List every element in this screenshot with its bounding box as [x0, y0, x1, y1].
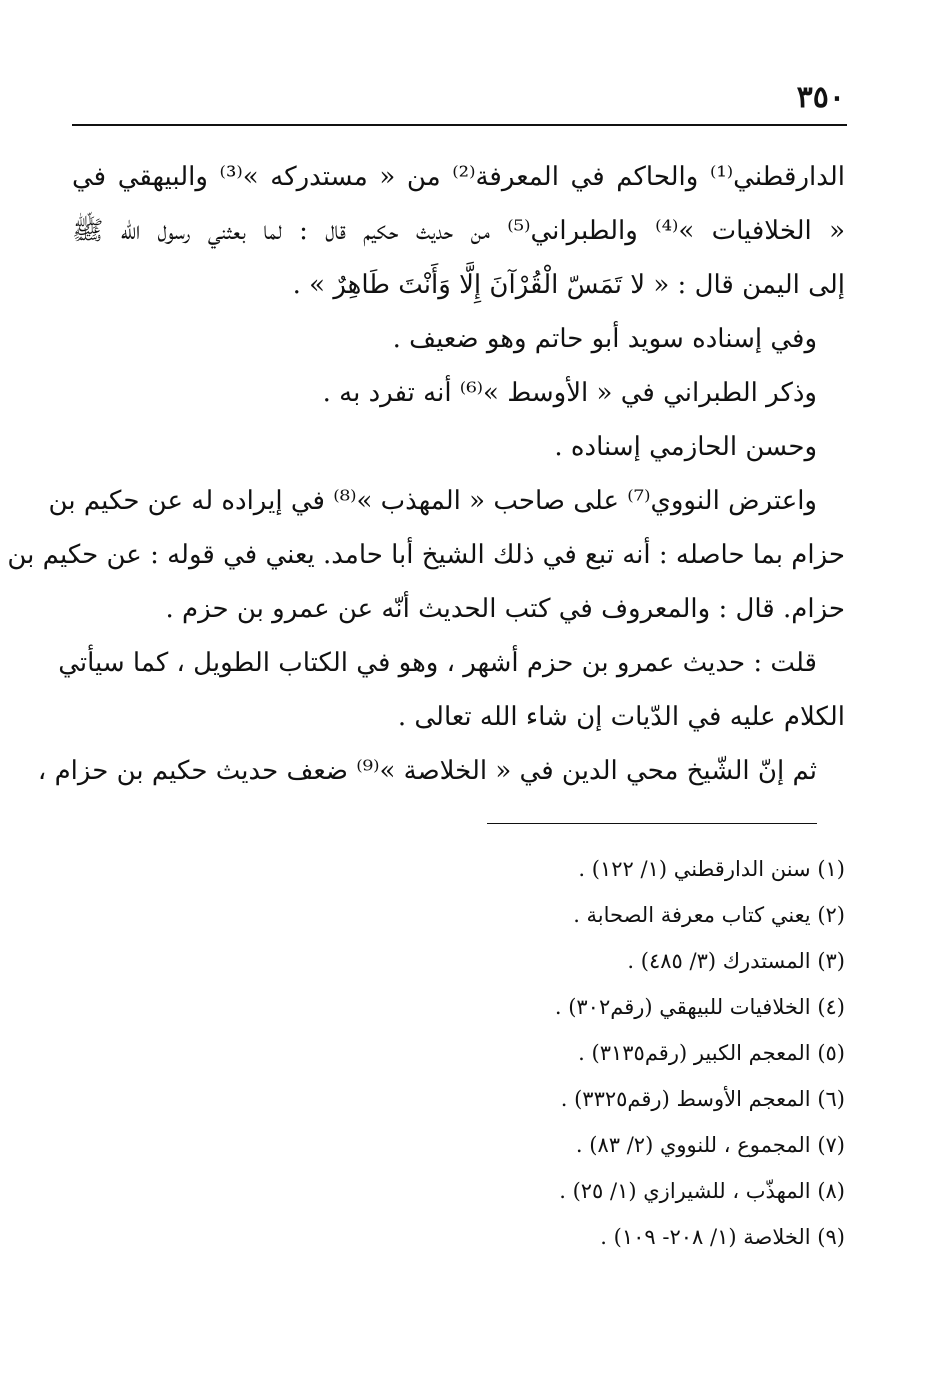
- main-text: [7, 150, 846, 798]
- text-line: وفي إسناده سويد أبو حاتم وهو ضعيف .: [392, 324, 817, 354]
- page-number: ٣٥٠: [796, 80, 845, 115]
- header-rule: [72, 124, 847, 126]
- footnote: (٢) يعني كتاب معرفة الصحابة .: [573, 903, 845, 927]
- footnote: (٤) الخلافيات للبيهقي (رقم٣٠٢) .: [554, 995, 845, 1019]
- text-line: إلى اليمن قال : « لا تَمَسّ الْقُرْآنَ إِلَّا وَأَنْتَ طَاهِرٌ » .: [292, 270, 845, 300]
- text-line: الدارقطني⁽¹⁾ والحاكم في المعرفة⁽²⁾ من « مستدركه »⁽³⁾ والبيهقي في: [72, 162, 846, 192]
- text-line: وذكر الطبراني في « الأوسط »⁽⁶⁾ أنه تفرد به .: [322, 378, 817, 408]
- footnote: (٩) الخلاصة (١/ ٢٠٨- ١٠٩) .: [600, 1225, 845, 1249]
- footnote: (٨) المهذّب ، للشيرازي (١/ ٢٥) .: [559, 1179, 845, 1203]
- text-line: ثم إنّ الشّيخ محي الدين في « الخلاصة »⁽⁹⁾ ضعف حديث حكيم بن حزام ،: [37, 756, 817, 786]
- footnote: (٧) المجموع ، للنووي (٢/ ٨٣) .: [575, 1133, 845, 1157]
- text-line: الكلام عليه في الدّيات إن شاء الله تعالى .: [397, 702, 845, 732]
- footnotes: [300, 846, 845, 1260]
- footnote: (٦) المعجم الأوسط (رقم٣٣٢٥) .: [560, 1087, 845, 1111]
- text-line: قلت : حديث عمرو بن حزم أشهر ، وهو في الكتاب الطويل ، كما سيأتي: [58, 648, 817, 678]
- text-line: حزام بما حاصله : أنه تبع في ذلك الشيخ أبا حامد. يعني في قوله : عن حكيم بن: [7, 540, 845, 570]
- text-line: « الخلافيات »⁽⁴⁾ والطبراني⁽⁵⁾ من حديث حكيم قال : لما بعثني رسول الله ﷺ: [72, 216, 845, 246]
- footnote-separator: [487, 823, 817, 824]
- footnote: (٥) المعجم الكبير (رقم٣١٣٥) .: [578, 1041, 845, 1065]
- text-line: حزام. قال : والمعروف في كتب الحديث أنّه عن عمرو بن حزم .: [165, 594, 845, 624]
- text-line: وحسن الحازمي إسناده .: [554, 432, 817, 462]
- text-line: واعترض النووي⁽⁷⁾ على صاحب « المهذب »⁽⁸⁾ في إيراده له عن حكيم بن: [48, 486, 817, 516]
- footnote: (١) سنن الدارقطني (١/ ١٢٢) .: [578, 857, 845, 881]
- footnote: (٣) المستدرك (٣/ ٤٨٥) .: [627, 949, 845, 973]
